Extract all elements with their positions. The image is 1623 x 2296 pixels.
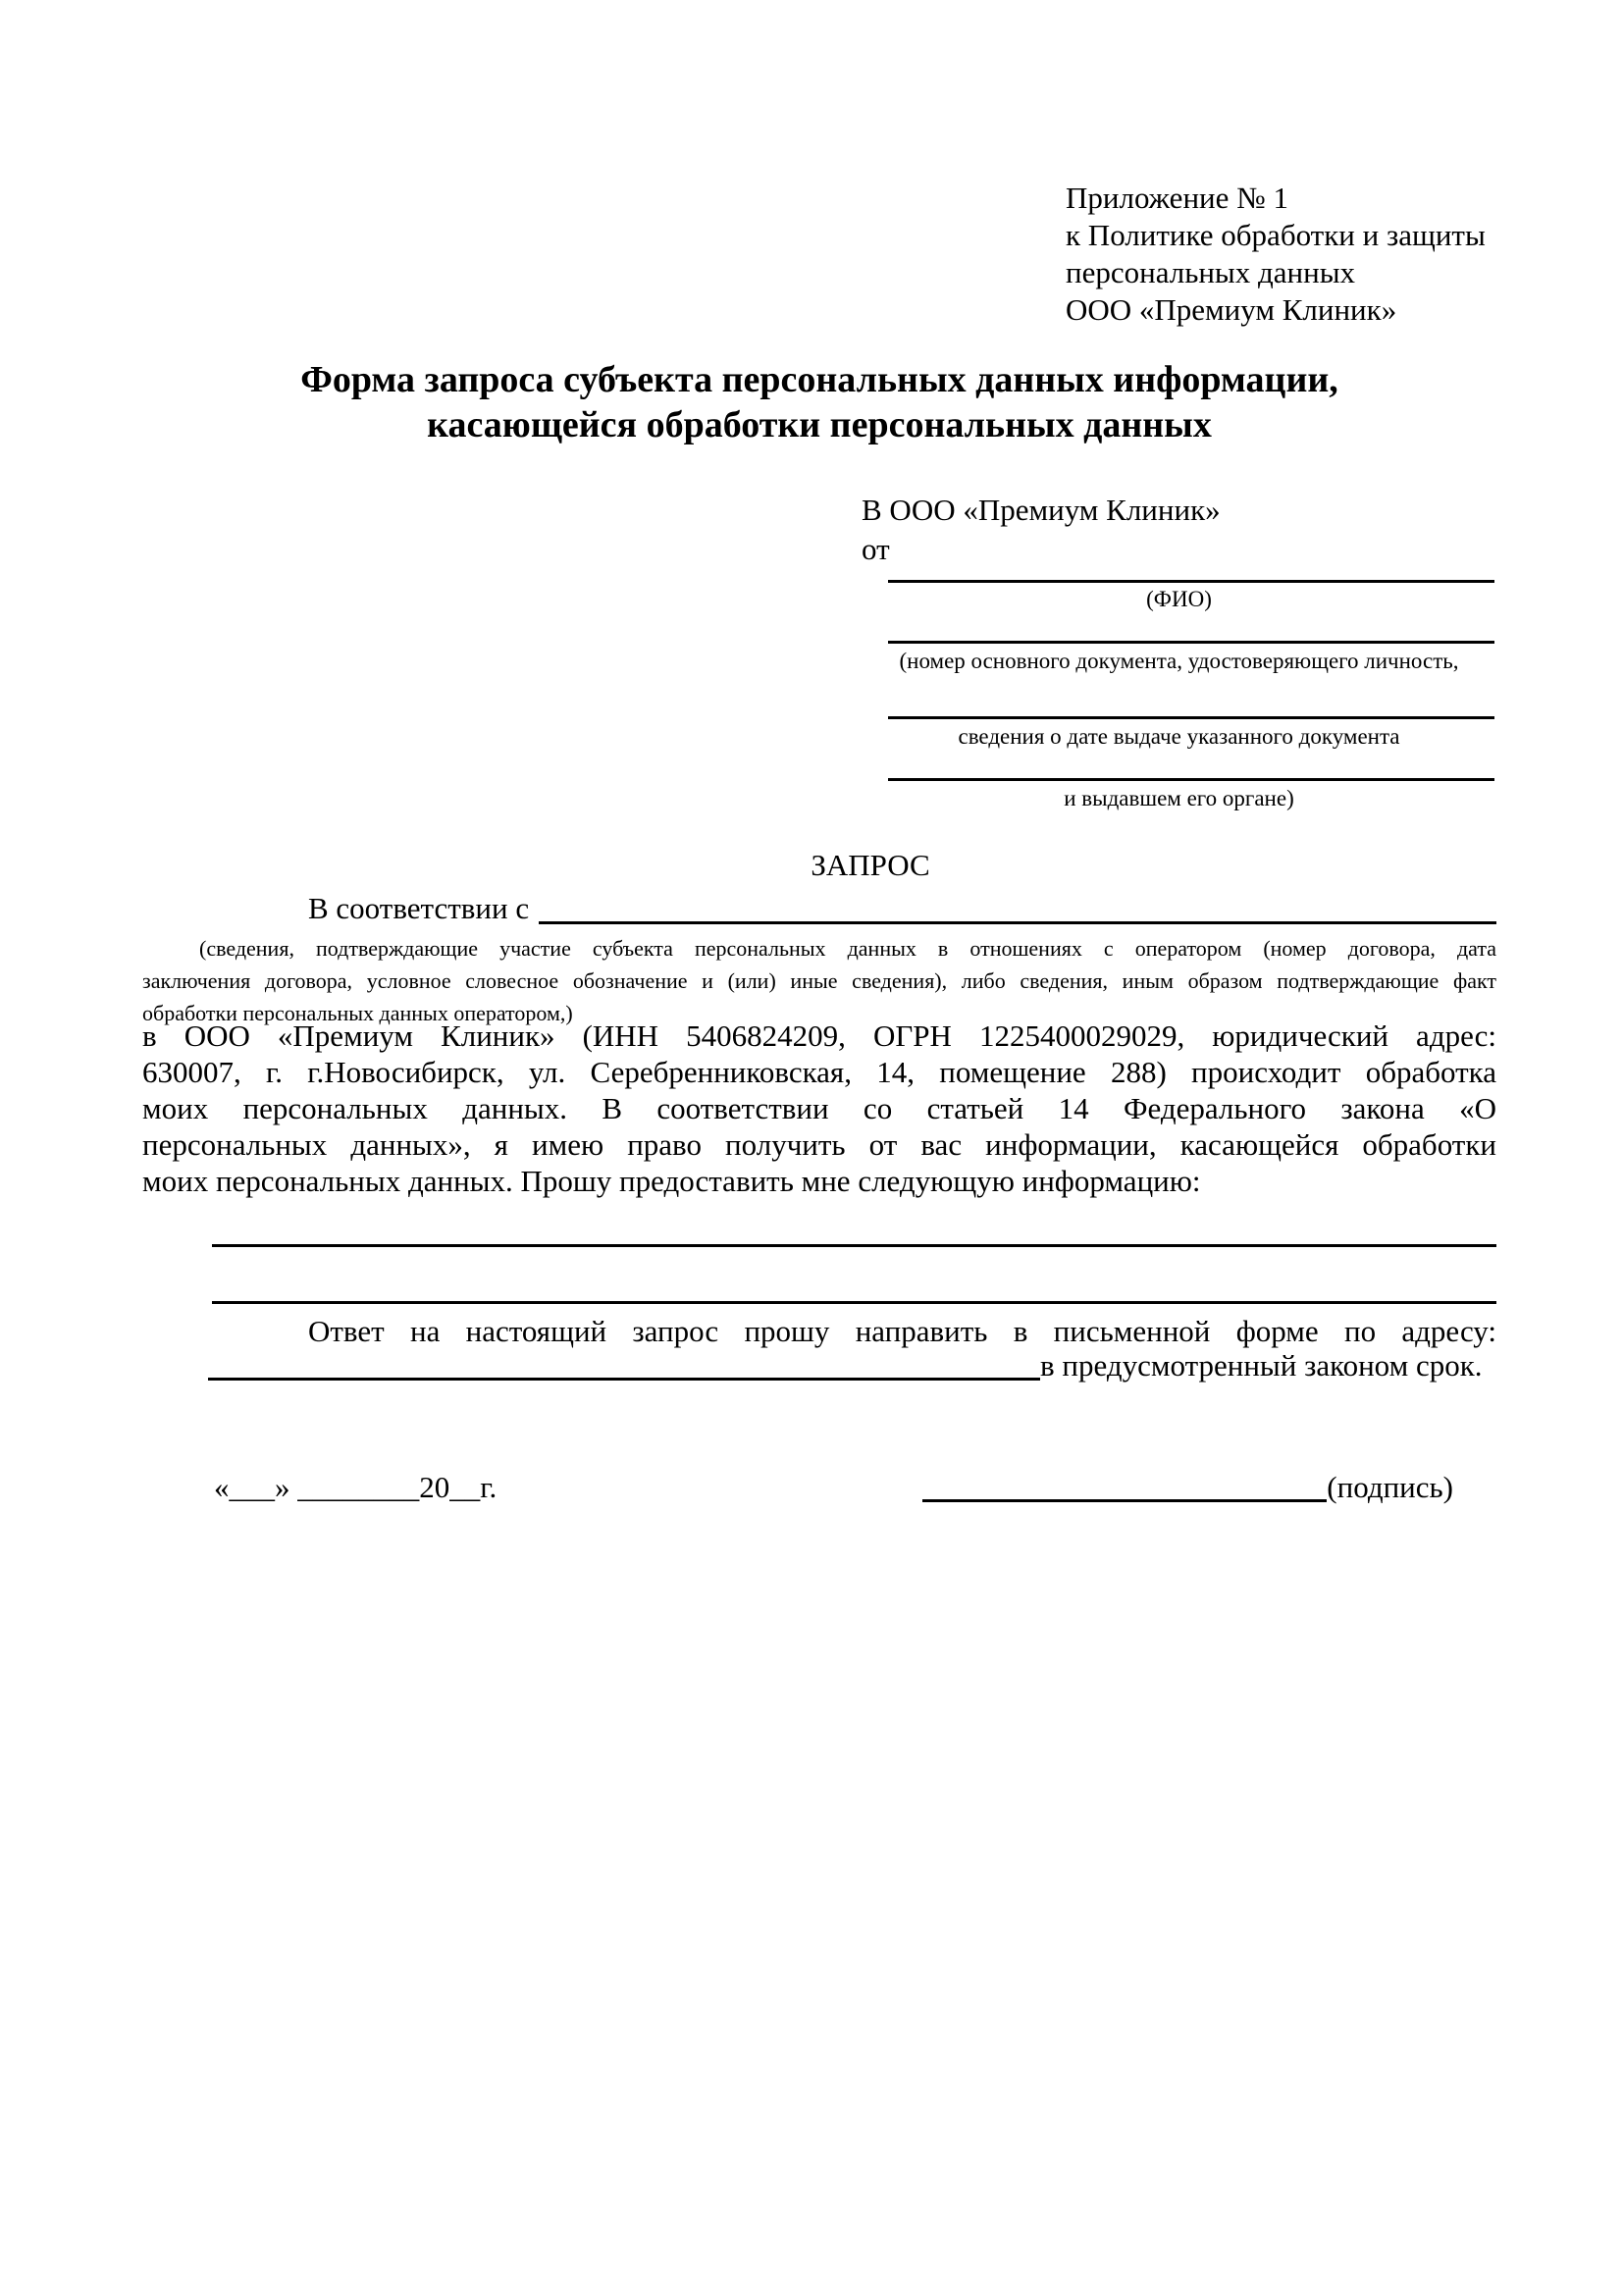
- small-print-line: заключения договора, условное словесное обозначение и (или) иные сведения), либо сведения, иным образом подтверждающие факт: [142, 968, 1496, 993]
- accordance-small-print: [142, 932, 1496, 1029]
- small-print-line: обработки персональных данных оператором,): [142, 1001, 573, 1025]
- accordance-row: [142, 889, 1496, 928]
- date-signature-row: [142, 1468, 1496, 1507]
- page-title: [142, 357, 1496, 447]
- footer-spacer: [497, 1468, 922, 1507]
- request-heading: ЗАПРОС: [811, 848, 930, 882]
- requested-info-blank-line-2: [212, 1301, 1496, 1304]
- small-print-line: (сведения, подтверждающие участие субъекта персональных данных в отношениях с оператором (номер договора, дата: [199, 936, 1496, 961]
- document-date-caption: сведения о дате выдаче указанного документа: [958, 724, 1400, 749]
- body-line: персональных данных», я имею право получить от вас информации, касающейся обработки: [142, 1127, 1496, 1162]
- addressee-to: В ООО «Премиум Клиник»: [862, 493, 1221, 527]
- appendix-header-line: персональных данных: [1066, 255, 1356, 289]
- response-address-row: [142, 1346, 1496, 1385]
- body-line: моих персональных данных. В соответствии со статьей 14 Федерального закона «О: [142, 1091, 1496, 1125]
- body-line: в ООО «Премиум Клиник» (ИНН 5406824209, ОГРН 1225400029029, юридический адрес:: [142, 1018, 1496, 1053]
- paragraph-indent: [142, 1346, 208, 1385]
- document-date-blank-line: [888, 716, 1494, 719]
- issuing-authority-blank-line: [888, 778, 1494, 781]
- addressee-block: [862, 491, 1496, 824]
- response-instruction-line: Ответ на настоящий запрос прошу направить в письменной форме по адресу:: [308, 1314, 1496, 1348]
- appendix-header-line: Приложение № 1: [1066, 181, 1288, 215]
- body-line: моих персональных данных. Прошу предоставить мне следующую информацию:: [142, 1164, 1201, 1198]
- addressee-from-label: от: [862, 532, 890, 566]
- document-number-blank-line: [888, 641, 1494, 644]
- address-blank-line: [208, 1346, 1040, 1381]
- fio-blank-line: [888, 580, 1494, 583]
- signature-area: [922, 1468, 1453, 1507]
- body-line: 630007, г. г.Новосибирск, ул. Серебренниковская, 14, помещение 288) происходит обработка: [142, 1055, 1496, 1089]
- response-suffix: в предусмотренный законом срок.: [1040, 1348, 1483, 1383]
- signature-blank-line: [922, 1468, 1327, 1502]
- signature-caption: (подпись): [1327, 1470, 1453, 1504]
- paragraph-indent: [142, 889, 308, 928]
- document-number-caption: (номер основного документа, удостоверяющего личность,: [899, 649, 1459, 673]
- appendix-header-line: к Политике обработки и защиты: [1066, 218, 1486, 252]
- requested-info-blank-line-1: [212, 1244, 1496, 1247]
- request-body-paragraph: [142, 1018, 1496, 1199]
- appendix-header: [1066, 180, 1486, 329]
- accordance-blank-line: [539, 889, 1496, 924]
- appendix-header-line: ООО «Премиум Клиник»: [1066, 292, 1397, 327]
- date-placeholder: «___» ________20__г.: [214, 1470, 497, 1504]
- page-title-line: касающейся обработки персональных данных: [427, 404, 1212, 445]
- issuing-authority-caption: и выдавшем его органе): [1064, 786, 1294, 810]
- accordance-label: В соответствии с: [308, 891, 530, 925]
- fio-caption: (ФИО): [1146, 587, 1212, 611]
- page-title-line: Форма запроса субъекта персональных данных информации,: [300, 359, 1338, 400]
